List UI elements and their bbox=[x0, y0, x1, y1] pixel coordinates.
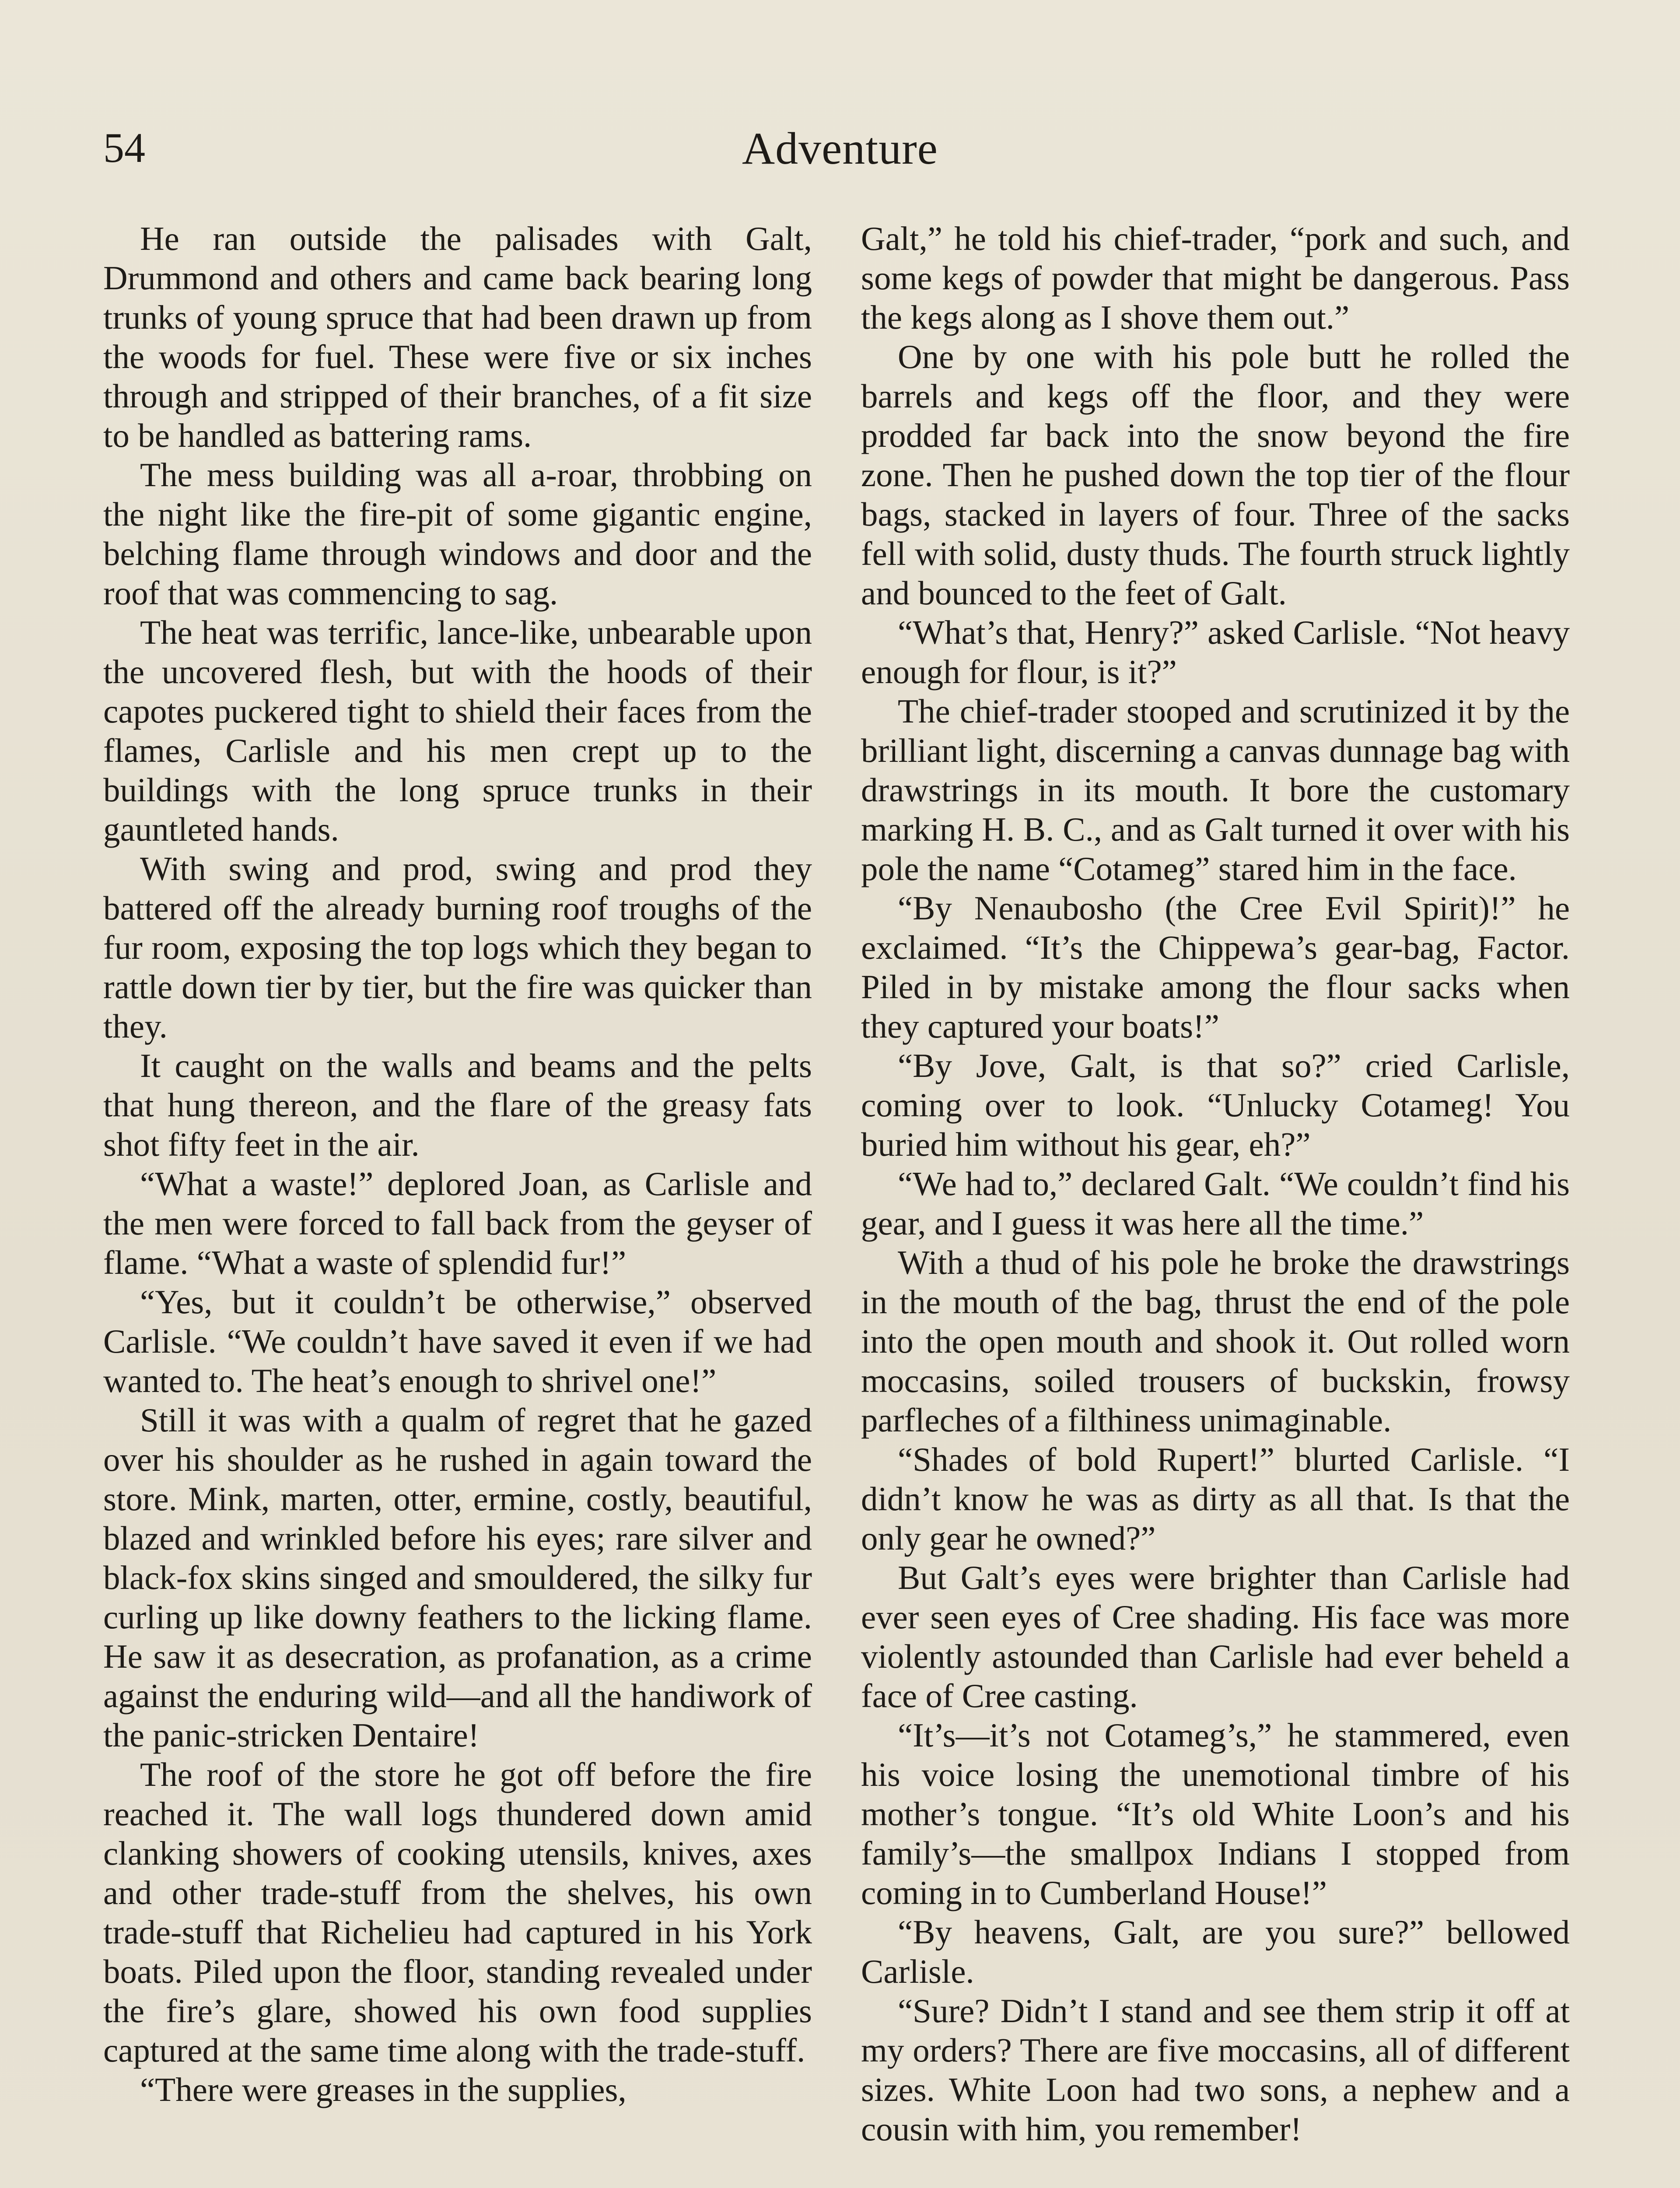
paragraph-continued: Galt,” he told his chief-trader, “pork and such, and some kegs of powder that might be dangerous. Pass the kegs along as I shove them out.” bbox=[861, 220, 1570, 336]
paragraph: But Galt’s eyes were brighter than Carlisle had ever seen eyes of Cree shading. His face was more violently astounded than Carlisle had ever beheld a face of Cree casting. bbox=[861, 1559, 1570, 1715]
paragraph: “What a waste!” deplored Joan, as Carlisle and the men were forced to fall back from the geyser of flame. “What a waste of splendid fur!” bbox=[103, 1165, 812, 1281]
paragraph: “There were greases in the supplies, bbox=[140, 2071, 626, 2108]
paragraph: “It’s—it’s not Cotameg’s,” he stammered, even his voice losing the unemotional timbre of his mother’s tongue. “It’s old White Loon’s and his family’s—the smallpox Indians I stopped from coming in to Cumberland House!” bbox=[861, 1716, 1570, 1911]
paragraph: “Shades of bold Rupert!” blurted Carlisle. “I didn’t know he was as dirty as all that. Is that the only gear he owned?” bbox=[861, 1441, 1570, 1557]
paragraph: “By Nenaubosho (the Cree Evil Spirit)!” he exclaimed. “It’s the Chippewa’s gear-bag, Factor. Piled in by mistake among the flour sacks when they captured your boats!” bbox=[861, 889, 1570, 1045]
paragraph: The chief-trader stooped and scrutinized it by the brilliant light, discerning a canvas dunnage bag with drawstrings in its mouth. It bore the customary marking H. B. C., and as Galt turned it over with his pole the name “Cotameg” stared him in the face. bbox=[861, 692, 1570, 887]
text-column-left bbox=[103, 219, 812, 2188]
paragraph: The roof of the store he got off before the fire reached it. The wall logs thundered down amid clanking showers of cooking utensils, knives, axes and other trade-stuff from the shelves, his own trade-stuff that Richelieu had captured in his York boats. Piled upon the floor, standing revealed under the fire’s glare, showed his own food supplies captured at the same time along with the trade-stuff. bbox=[103, 1756, 812, 2069]
text-column-right bbox=[861, 219, 1570, 2188]
paragraph: It caught on the walls and beams and the pelts that hung thereon, and the flare of the greasy fats shot fifty feet in the air. bbox=[103, 1047, 812, 1163]
paragraph: “We had to,” declared Galt. “We couldn’t find his gear, and I guess it was here all the time.” bbox=[861, 1165, 1570, 1242]
paragraph: The heat was terrific, lance-like, unbearable upon the uncovered flesh, but with the hoods of their capotes puckered tight to shield their faces from the flames, Carlisle and his men crept up to the buildings with the long spruce trunks in their gauntleted hands. bbox=[103, 614, 812, 848]
paragraph: “What’s that, Henry?” asked Carlisle. “Not heavy enough for flour, is it?” bbox=[861, 614, 1570, 691]
paragraph: With swing and prod, swing and prod they battered off the already burning roof troughs of the fur room, exposing the top logs which they began to rattle down tier by tier, but the fire was quicker than they. bbox=[103, 850, 812, 1045]
paragraph: “Yes, but it couldn’t be otherwise,” observed Carlisle. “We couldn’t have saved it even if we had wanted to. The heat’s enough to shrivel one!” bbox=[103, 1283, 812, 1399]
paragraph: “By heavens, Galt, are you sure?” bellowed Carlisle. bbox=[861, 1913, 1570, 1990]
page-number: 54 bbox=[103, 124, 145, 171]
paragraph: The mess building was all a-roar, throbbing on the night like the fire-pit of some gigantic engine, belching flame through windows and door and the roof that was commencing to sag. bbox=[103, 456, 812, 612]
paragraph: He ran outside the palisades with Galt, Drummond and others and came back bearing long trunks of young spruce that had been drawn up from the woods for fuel. These were five or six inches through and stripped of their branches, of a fit size to be handled as battering rams. bbox=[103, 220, 812, 454]
running-head: Adventure bbox=[742, 123, 938, 174]
paragraph: “By Jove, Galt, is that so?” cried Carlisle, coming over to look. “Unlucky Cotameg! You buried him without his gear, eh?” bbox=[861, 1047, 1570, 1163]
paragraph: “Sure? Didn’t I stand and see them strip it off at my orders? There are five moccasins, all of different sizes. White Loon had two sons, a nephew and a cousin with him, you remember! bbox=[861, 1992, 1570, 2148]
paragraph: Still it was with a qualm of regret that he gazed over his shoulder as he rushed in again toward the store. Mink, marten, otter, ermine, costly, beautiful, blazed and wrinkled before his eyes; rare silver and black-fox skins singed and smouldered, the silky fur curling up like downy feathers to the licking flame. He saw it as desecration, as profanation, as a crime against the enduring wild—and all the handiwork of the panic-stricken Dentaire! bbox=[103, 1401, 812, 1754]
paragraph: One by one with his pole butt he rolled the barrels and kegs off the floor, and they were prodded far back into the snow beyond the fire zone. Then he pushed down the top tier of the flour bags, stacked in layers of four. Three of the sacks fell with solid, dusty thuds. The fourth struck lightly and bounced to the feet of Galt. bbox=[861, 338, 1570, 612]
paragraph: With a thud of his pole he broke the drawstrings in the mouth of the bag, thrust the end of the pole into the open mouth and shook it. Out rolled worn moccasins, soiled trousers of buckskin, frowsy parfleches of a filthiness unimaginable. bbox=[861, 1244, 1570, 1439]
